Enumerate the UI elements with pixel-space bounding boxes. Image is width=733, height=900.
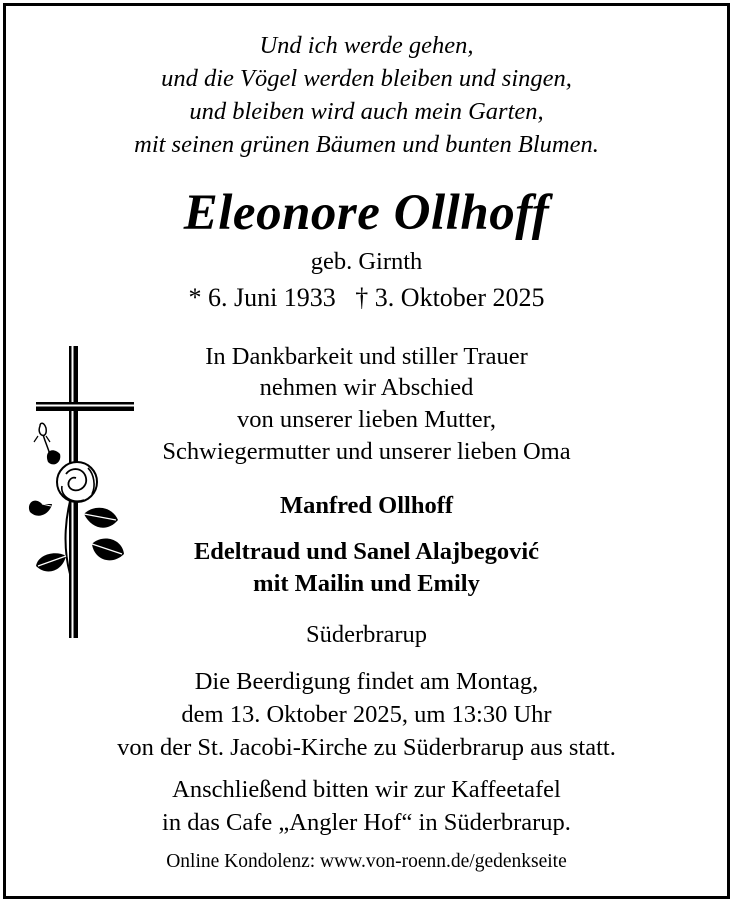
poem-line-3: und bleiben wird auch mein Garten,	[189, 98, 544, 125]
funeral-line-3: von der St. Jacobi-Kirche zu Süderbrarup aus statt.	[117, 734, 616, 761]
place: Süderbrarup	[305, 621, 428, 648]
mourner-3: mit Mailin und Emily	[253, 570, 480, 597]
mourner-1: Manfred Ollhoff	[279, 492, 454, 519]
life-dates: * 6. Juni 1933 † 3. Oktober 2025	[188, 283, 545, 312]
online-condolence: Online Kondolenz: www.von-roenn.de/gedenkseite	[166, 851, 567, 872]
reception-line-1: Anschließend bitten wir zur Kaffeetafel	[172, 776, 561, 803]
deceased-name: Eleonore Ollhoff	[183, 185, 550, 241]
farewell-line-2: nehmen wir Abschied	[259, 374, 474, 401]
farewell-line-1: In Dankbarkeit und stiller Trauer	[205, 343, 528, 370]
poem-line-2: und die Vögel werden bleiben und singen,	[161, 65, 572, 92]
birth-name: geb. Girnth	[310, 248, 423, 275]
poem-line-4: mit seinen grünen Bäumen und bunten Blumen.	[134, 131, 599, 158]
farewell-line-4: Schwiegermutter und unserer lieben Oma	[162, 438, 571, 465]
funeral-line-2: dem 13. Oktober 2025, um 13:30 Uhr	[181, 701, 552, 728]
farewell-line-3: von unserer lieben Mutter,	[237, 406, 496, 433]
reception-line-2: in das Cafe „Angler Hof“ in Süderbrarup.	[162, 809, 571, 836]
poem-line-1: Und ich werde gehen,	[259, 32, 474, 59]
funeral-line-1: Die Beerdigung findet am Montag,	[194, 668, 539, 695]
mourner-2: Edeltraud und Sanel Alajbegović	[193, 538, 540, 565]
